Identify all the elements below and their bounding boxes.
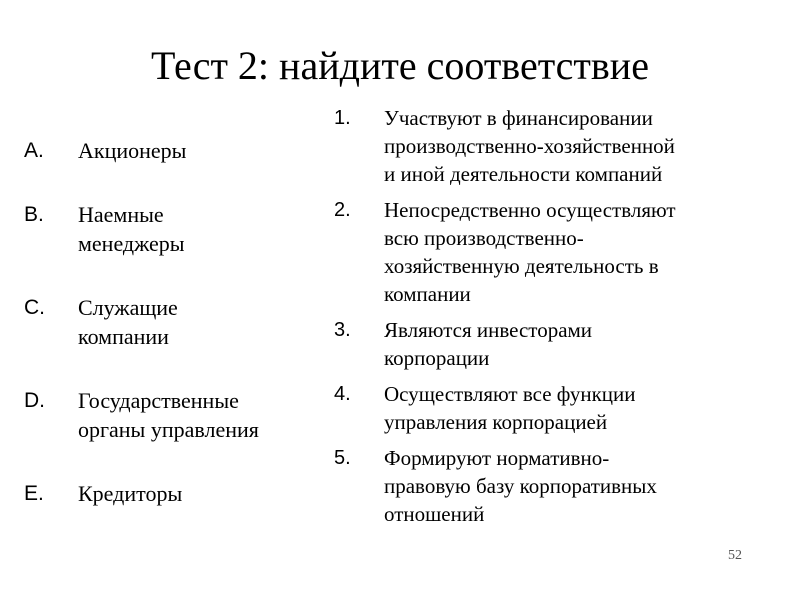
left-item-c	[24, 293, 320, 351]
right-item-2	[334, 196, 774, 308]
right-item-marker: 5.	[334, 447, 351, 469]
left-item-marker: C.	[24, 296, 45, 319]
right-item-marker: 3.	[334, 319, 351, 341]
left-item-text: Служащие компании	[78, 295, 178, 349]
left-item-text: Государственные органы управления	[78, 388, 259, 442]
left-item-marker: D.	[24, 389, 45, 412]
right-item-text: Непосредственно осуществляют всю производственно- хозяйственную деятельность в компании	[384, 198, 676, 306]
right-item-text: Участвуют в финансировании производственно-хозяйственной и иной деятельности компаний	[384, 106, 675, 186]
slide-title: Тест 2: найдите соответствие	[151, 43, 649, 88]
right-matching-list	[334, 104, 774, 528]
left-item-d	[24, 386, 320, 444]
right-item-text: Являются инвесторами корпорации	[384, 318, 593, 370]
right-item-marker: 4.	[334, 383, 351, 405]
right-item-3	[334, 316, 774, 372]
left-item-e	[24, 479, 320, 508]
right-item-1	[334, 104, 774, 188]
right-item-marker: 2.	[334, 199, 351, 221]
left-item-text: Кредиторы	[78, 481, 183, 506]
page-number: 52	[728, 548, 742, 563]
left-matching-list	[24, 136, 320, 508]
left-item-marker: B.	[24, 203, 44, 226]
right-item-4	[334, 380, 774, 436]
right-item-marker: 1.	[334, 107, 351, 129]
left-item-marker: A.	[24, 139, 44, 162]
left-item-b	[24, 200, 320, 258]
right-item-text: Осуществляют все функции управления корпорацией	[384, 382, 636, 434]
right-item-5	[334, 444, 774, 528]
right-item-text: Формируют нормативно- правовую базу корпоративных отношений	[384, 446, 657, 526]
left-item-text: Наемные менеджеры	[78, 202, 185, 256]
left-item-marker: E.	[24, 482, 44, 505]
left-item-text: Акционеры	[78, 138, 187, 163]
left-item-a	[24, 136, 320, 165]
